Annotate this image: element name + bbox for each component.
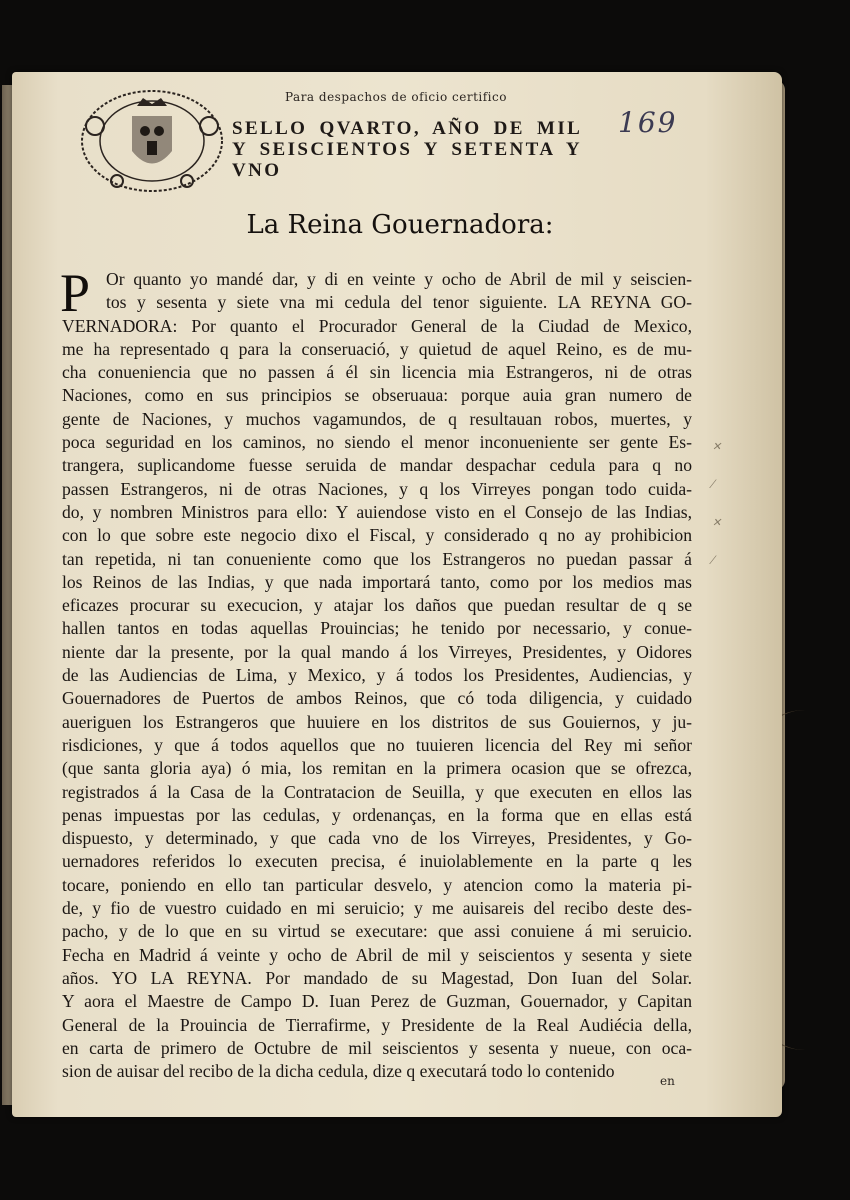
margin-mark: ⁄ [712,554,714,567]
margin-mark: ✕ [712,516,722,529]
text-line: (que santa gloria aya) ó mia, los remitan en la primera ocasion que se ofrezca, [62,758,692,779]
seal-label: SELLO QVARTO, AÑO DE MIL Y SEISCIENTOS Y SETENTA Y VNO [232,118,582,181]
text-line: niente dar la presente, por la qual mando á los Virreyes, Presidentes, y Oidores [62,641,692,662]
text-line: risdiciones, y que á todos aquellos que no tuuieren licencia del Rey mi señor [62,734,692,755]
text-line: con lo que sobre este negocio dixo el Fiscal, y considerado q no ay prohibicion [62,525,692,546]
text-line: penas impuestas por las cedulas, y ordenanças, en la forma que en ellas está [62,804,692,825]
body-text [60,263,692,1083]
text-line: do, y nombren Ministros para ello: Y auiendose visto en el Consejo de las Indias, [62,501,692,522]
text-line: Fecha en Madrid á veinte y ocho de Abril de mil y seiscientos y sesenta y siete [62,944,692,965]
text-line: Y aora el Maestre de Campo D. Iuan Perez de Guzman, Gouernador, y Capitan [62,991,692,1012]
text-line: Or quanto yo mandé dar, y di en veinte y ocho de Abril de mil y seiscien- [106,269,692,289]
folio-number: 169 [618,106,678,139]
text-line: Naciones, como en sus principios se obseruaua: porque auia gran numero de [62,385,692,406]
text-line: cha conueniencia que no passen á él sin licencia mia Estrangeros, ni de otras [62,362,692,383]
text-line: sion de auisar del recibo de la dicha cedula, dize q executará todo lo contenido [62,1061,615,1082]
text-line: de, y fio de vuestro cuidado en mi seruicio; y me auisareis del recibo deste des- [62,898,692,919]
text-line: me ha representado q para la conseruació, y quietud de aquel Reino, es de mu- [62,338,692,359]
text-line: poca seguridad en los caminos, no siendo el menor inconueniente ser gente Es- [62,432,692,453]
text-line: trangera, suplicandome fuesse seruida de mandar despachar cedula para q no [62,455,692,476]
catchword: en [660,1074,675,1088]
text-line: passen Estrangeros, ni de otras Naciones, y q los Virreyes pongan todo cuida- [62,478,692,499]
drop-cap: P [60,263,91,323]
stamp-seal [76,85,228,197]
text-line: de las Audiencias de Lima, y Mexico, y á todos los Presidentes, Audiencias, y [62,665,692,686]
text-line: uernadores referidos lo executen precisa, é inuiolablemente en la parte q les [62,851,692,872]
text-line: gente de Naciones, y muchos vagamundos, de q resultauan robos, muertes, y [62,408,692,429]
text-line: eficazes procurar su execucion, y atajar los daños que puedan resultar de q se [62,595,692,616]
text-line: Gouernadores de Puertos de ambos Reinos, que có toda diligencia, y cuidado [62,688,692,709]
text-line: pacho, y de lo que en su virtud se executare: que assi conuiene á mi seruicio. [62,921,692,942]
text-line: los Reinos de las Indias, y que nada importará tanto, como por los medios mas [62,571,692,592]
text-line: dispuesto, y determinado, y que cada vno de los Virreyes, Presidentes, y Go- [62,828,692,849]
text-line: en carta de primero de Octubre de mil seiscientos y sesenta y nueue, con oca- [62,1037,692,1058]
royal-coat-of-arms-icon [77,86,227,196]
text-line: tos y sesenta y siete vna mi cedula del tenor siguiente. LA REYNA GO- [106,292,692,313]
text-line: hallen tantos en todas aquellas Prouincias; he tenido por necessario, y conue- [62,618,692,639]
text-line: tocare, poniendo en ello tan particular desvelo, y atencion como la materia pi- [62,874,692,895]
text-line: años. YO LA REYNA. Por mandado de su Magestad, Don Iuan del Solar. [62,967,692,988]
text-line: registrados á la Casa de la Contratacion de Seuilla, y que executen en ellos las [62,781,692,802]
text-line: tan repetida, ni tan conueniente como que los Estrangeros no puedan passar á [62,548,692,569]
text-line: VERNADORA: Por quanto el Procurador General de la Ciudad de Mexico, [62,315,692,336]
running-head: Para despachos de oficio certifico [285,90,507,104]
margin-notes [712,440,772,1000]
text-line: aueriguen los Estrangeros que huuiere en los distritos de sus Gouiernos, y ju- [62,711,692,732]
text-line: General de la Prouincia de Tierrafirme, y Presidente de la Real Audiécia della, [62,1014,692,1035]
margin-mark: ⁄ [712,478,714,491]
page-title: La Reina Gouernadora: [246,210,554,240]
margin-mark: ✕ [712,440,722,453]
